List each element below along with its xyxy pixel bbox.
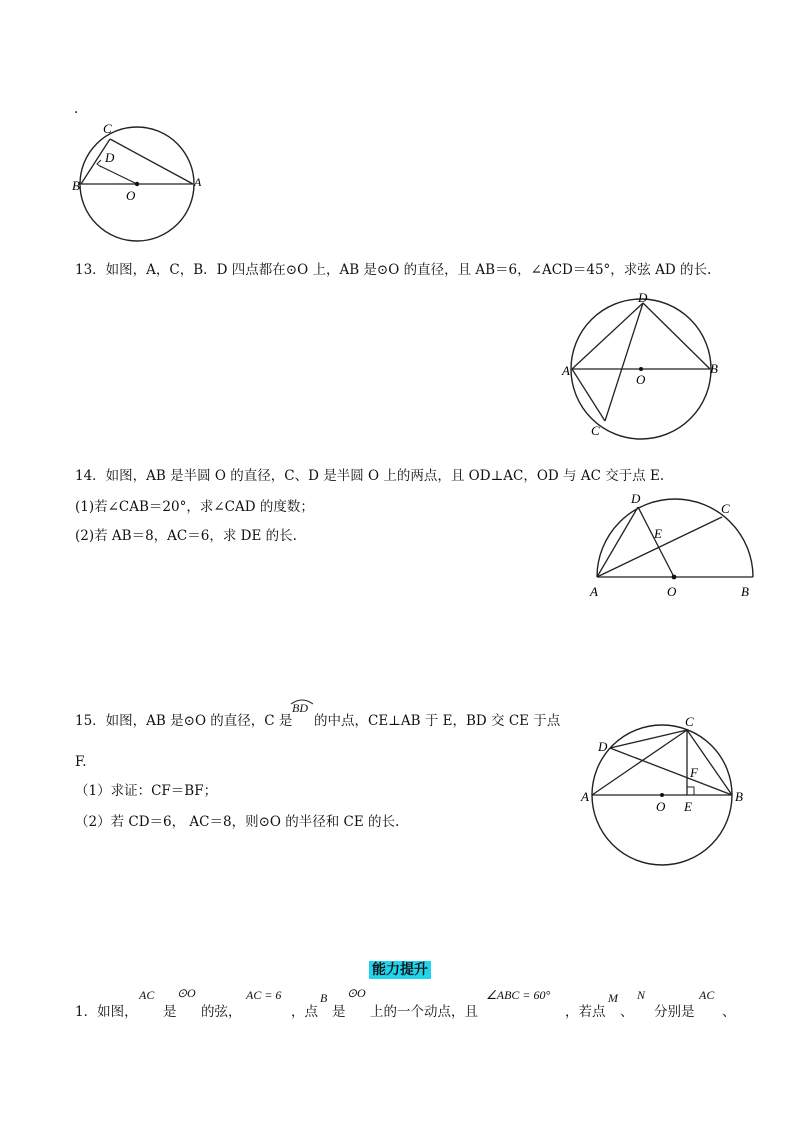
fig15-right-angle-mark xyxy=(687,787,694,795)
question-15-stem-a: 15．如图，AB 是⊙O 的直径，C 是 xyxy=(75,713,293,729)
fig15-center-dot xyxy=(660,793,664,797)
fig13-label-a: A xyxy=(562,363,570,378)
question-14-stem: 14．如图，AB 是半圆 O 的直径，C、D 是半圆 O 上的两点，且 OD⊥AC，OD 与 AC 交于点 E. xyxy=(75,468,665,484)
fig15-label-b: B xyxy=(735,789,743,804)
fig1-segment-od xyxy=(100,166,137,184)
question-14-part1: (1)若∠CAB＝20°，求∠CAD 的度数； xyxy=(75,499,314,515)
problem-1-math-ac-6: AC = 6 xyxy=(246,988,282,1002)
problem-1-math-circle-o: ⊙O xyxy=(177,986,196,1000)
fig15-label-a: A xyxy=(581,789,589,804)
question-13-text: 13．如图，A，C，B．D 四点都在⊙O 上，AB 是⊙O 的直径，且 AB＝6，∠ACD＝45°，求弦 AD 的长. xyxy=(75,262,712,278)
problem-1-text-4: 是 xyxy=(332,1004,346,1020)
fig15-label-d: D xyxy=(598,739,608,754)
fig13-label-o: O xyxy=(636,372,646,387)
section-title-badge: 能力提升 xyxy=(369,961,431,979)
problem-1-math-angle-abc: ∠ABC = 60° xyxy=(486,988,551,1002)
fig15-chord-db xyxy=(610,748,732,795)
question-15-part2: （2）若 CD＝6， AC＝8，则⊙O 的半径和 CE 的长. xyxy=(75,814,400,830)
fig14-label-d: D xyxy=(631,491,641,506)
fig1-right-angle-mark xyxy=(97,160,101,167)
fig1-label-a: A xyxy=(194,175,202,189)
figure-14 xyxy=(585,490,765,600)
fig13-label-b: B xyxy=(710,361,718,376)
problem-1-math-n: N xyxy=(637,988,646,1002)
problem-1-text-3: ，点 xyxy=(291,1004,318,1020)
leading-dot: . xyxy=(74,101,79,117)
problem-1-math-ac: AC xyxy=(139,988,155,1002)
figure-15 xyxy=(580,712,760,867)
figure-1 xyxy=(70,120,220,250)
fig14-label-a: A xyxy=(590,584,598,599)
problem-1-math-circle-o-2: ⊙O xyxy=(347,986,366,1000)
fig13-chord-db xyxy=(643,303,710,369)
fig1-label-c: C xyxy=(103,121,112,136)
problem-1-text-9: 、 xyxy=(722,1004,736,1020)
fig1-center-dot xyxy=(135,182,139,186)
fig1-label-b: B xyxy=(72,178,80,193)
section-title xyxy=(369,959,431,979)
fig15-label-o: O xyxy=(656,799,666,814)
fig13-chord-ac xyxy=(572,369,605,421)
problem-1-text-2: 的弦， xyxy=(201,1004,242,1020)
fig15-label-f: F xyxy=(690,765,698,780)
fig14-label-c: C xyxy=(721,501,730,516)
fig14-label-o: O xyxy=(667,584,677,599)
fig1-label-d: D xyxy=(105,150,115,165)
fig15-label-e: E xyxy=(684,799,692,814)
fig13-label-d: D xyxy=(638,290,648,305)
question-14-part2: (2)若 AB＝8，AC＝6，求 DE 的长. xyxy=(75,528,297,544)
fig15-chord-dc xyxy=(610,730,687,748)
arc-label: BD xyxy=(292,701,308,715)
problem-1-text-5: 上的一个动点，且 xyxy=(370,1004,478,1020)
fig14-label-e: E xyxy=(654,526,662,541)
fig13-center-dot xyxy=(639,367,643,371)
problem-1-math-b: B xyxy=(320,991,328,1005)
question-15-part1: （1）求证：CF＝BF； xyxy=(75,783,218,799)
fig15-chord-cb xyxy=(687,730,732,795)
fig14-center-dot xyxy=(672,575,677,580)
fig1-label-o: O xyxy=(126,188,136,203)
arc-bd-notation xyxy=(289,697,315,715)
problem-1-math-m: M xyxy=(608,991,618,1005)
problem-1-math-ac-2: AC xyxy=(699,988,715,1002)
problem-1-text-6: ，若点 xyxy=(565,1004,606,1020)
question-15-stem-c: F. xyxy=(75,754,87,770)
fig13-label-c: C xyxy=(591,423,600,438)
problem-1-lead: 1．如图， xyxy=(75,1004,138,1020)
problem-1-text-1: 是 xyxy=(163,1004,177,1020)
figure-13 xyxy=(560,288,730,443)
problem-1-text-7: 、 xyxy=(620,1004,634,1020)
question-15-stem-b: 的中点，CE⊥AB 于 E，BD 交 CE 于点 xyxy=(314,713,561,729)
fig14-label-b: B xyxy=(741,584,749,599)
problem-1-text-8: 分别是 xyxy=(654,1004,695,1020)
fig15-label-c: C xyxy=(685,714,694,729)
